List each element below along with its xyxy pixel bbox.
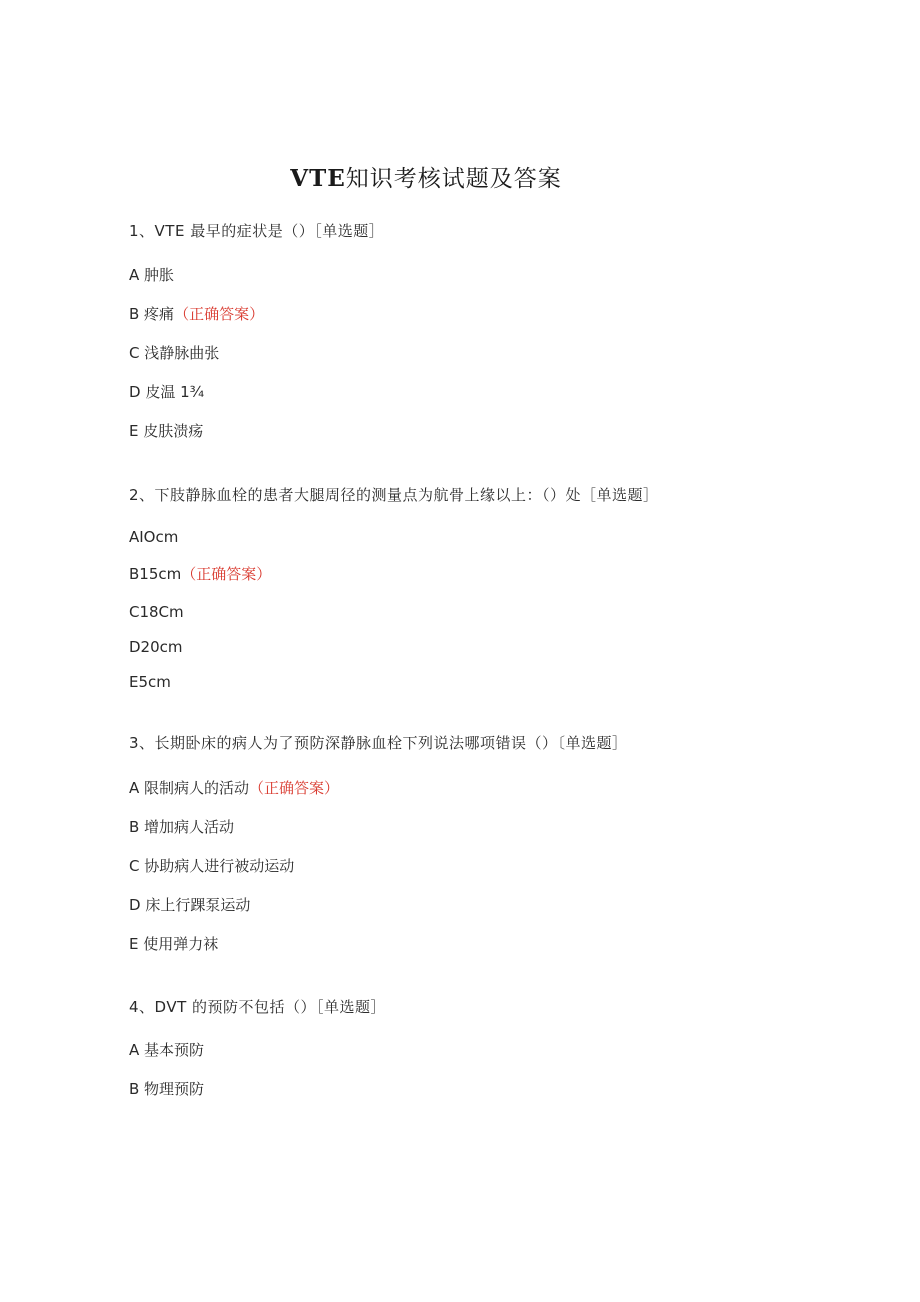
option-text: B 物理预防 xyxy=(129,1080,205,1098)
option-text: B15cm xyxy=(129,565,182,583)
option-item xyxy=(129,1040,204,1060)
correct-answer-label: （正确答案） xyxy=(181,565,272,583)
page-title-latin: VTE xyxy=(290,165,346,192)
option-item xyxy=(129,637,183,657)
option-item xyxy=(129,778,339,798)
option-item xyxy=(129,895,250,915)
correct-answer-label: （正确答案） xyxy=(174,305,265,323)
question-stem: 2、下肢静脉血栓的患者大腿周径的测量点为航骨上缘以上：（）处［单选题］ xyxy=(129,486,659,504)
page-title-cjk: 知识考核试题及答案 xyxy=(345,166,562,192)
option-text: B 增加病人活动 xyxy=(129,818,235,836)
option-text: D 皮温 1¾ xyxy=(129,383,205,401)
option-item xyxy=(129,1079,204,1099)
option-text: A 肿胀 xyxy=(129,266,175,284)
option-item xyxy=(129,304,264,324)
option-text: A 基本预防 xyxy=(129,1041,205,1059)
option-text: D 床上行踝泵运动 xyxy=(129,896,251,914)
question-stem: 4、DVT 的预防不包括（）［单选题］ xyxy=(129,998,387,1016)
option-item xyxy=(129,672,171,692)
option-item xyxy=(129,265,174,285)
option-item xyxy=(129,421,203,441)
option-item xyxy=(129,343,219,363)
question-stem: 3、长期卧床的病人为了预防深静脉血栓下列说法哪项错误（）〔单选题］ xyxy=(129,734,628,752)
correct-answer-label: （正确答案） xyxy=(249,779,340,797)
option-text: AIOcm xyxy=(129,528,179,546)
option-item xyxy=(129,527,178,547)
question-stem: 1、VTE 最早的症状是（）［单选题］ xyxy=(129,222,385,240)
option-item xyxy=(129,817,234,837)
option-text: C 协助病人进行被动运动 xyxy=(129,857,295,875)
option-text: E 使用弹力袜 xyxy=(129,935,219,953)
option-item xyxy=(129,382,204,402)
page-title xyxy=(0,160,852,193)
option-item xyxy=(129,602,184,622)
option-text: E 皮肤溃疡 xyxy=(129,422,204,440)
option-item xyxy=(129,856,294,876)
option-item xyxy=(129,934,218,954)
option-text: B 疼痛 xyxy=(129,305,175,323)
option-text: C18Cm xyxy=(129,603,184,621)
option-text: A 限制病人的活动 xyxy=(129,779,250,797)
option-text: C 浅静脉曲张 xyxy=(129,344,220,362)
option-text: D20cm xyxy=(129,638,183,656)
option-text: E5cm xyxy=(129,673,171,691)
option-item xyxy=(129,564,271,584)
